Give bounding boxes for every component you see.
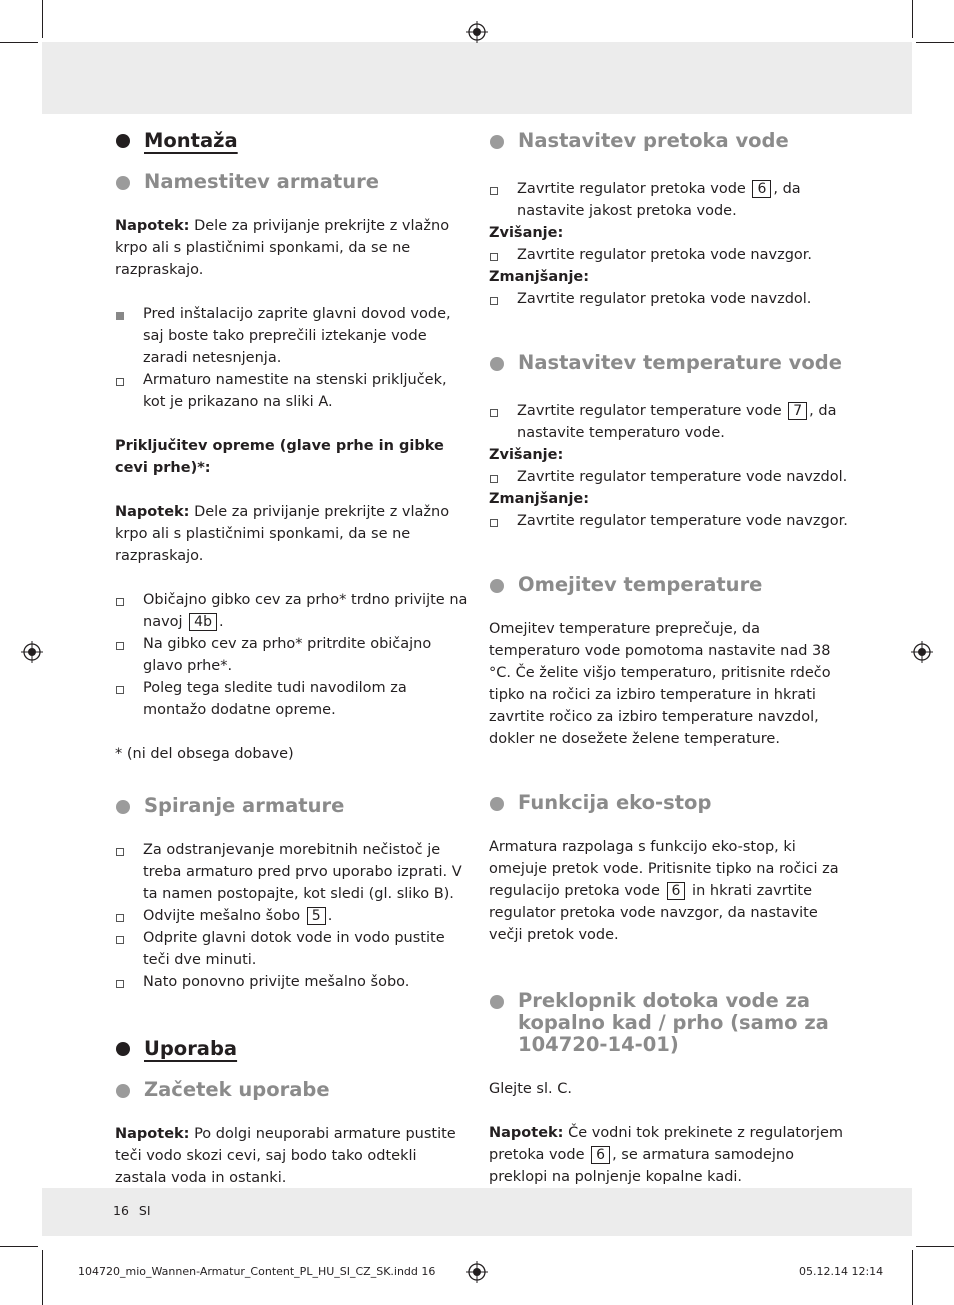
flush-list xyxy=(115,839,470,993)
footnote: * (ni del obsega dobave) xyxy=(115,746,294,762)
part-ref-badge: 7 xyxy=(788,402,807,420)
list-item: Zavrtite regulator temperature vode 7 , da nastavite temperaturo vode. xyxy=(489,400,849,444)
label-zmanjsanje: Zmanjšanje: xyxy=(489,491,590,507)
list-item: Zavrtite regulator pretoka vode navzgor. xyxy=(489,244,849,266)
heading-uporaba: Uporaba xyxy=(115,1037,470,1061)
crop-mark xyxy=(42,0,43,38)
crop-mark xyxy=(916,42,954,43)
bullet-dot-icon xyxy=(116,134,130,148)
square-bullet-icon xyxy=(490,187,498,195)
heading-preklopnik: Preklopnik dotoka vode za kopalno kad / prho (samo za 104720-14-01) xyxy=(489,990,849,1056)
square-bullet-icon xyxy=(490,475,498,483)
bullet-dot-icon xyxy=(490,357,504,371)
bullet-dot-icon xyxy=(116,176,130,190)
list-item: Pred inštalacijo zaprite glavni dovod vode, saj boste tako preprečili iztekanje vode zaradi netesnjenja. xyxy=(115,303,470,369)
eko-paragraph: Armatura razpolaga s funkcijo eko-stop, ki omejuje pretok vode. Pritisnite tipko na ročici za regulacijo pretoka vode 6 in hkrati zavrtite regulator pretoka vode navzgor, da nastavite večji pretok vode. xyxy=(489,839,839,943)
crop-mark xyxy=(0,1246,38,1247)
square-bullet-icon xyxy=(116,980,124,988)
accessory-list xyxy=(115,589,470,721)
registration-mark-icon xyxy=(21,641,43,663)
bullet-dot-icon xyxy=(116,1084,130,1098)
heading-temperatura: Nastavitev temperature vode xyxy=(489,352,849,374)
right-column xyxy=(489,124,849,1188)
crop-mark xyxy=(912,0,913,38)
header-band xyxy=(42,42,912,114)
note-paragraph: Napotek: Po dolgi neuporabi armature pustite teči vodo skozi cevi, saj bodo tako odtekli zastala voda in ostanki. xyxy=(115,1126,456,1186)
list-item: Nato ponovno privijte mešalno šobo. xyxy=(115,971,470,993)
square-bullet-icon xyxy=(116,914,124,922)
heading-omejitev: Omejitev temperature xyxy=(489,574,849,596)
heading-namestitev: Namestitev armature xyxy=(115,171,470,193)
heading-pretok: Nastavitev pretoka vode xyxy=(489,130,849,152)
label-zmanjsanje: Zmanjšanje: xyxy=(489,269,590,285)
registration-mark-icon xyxy=(466,1261,488,1283)
heading-eko-stop: Funkcija eko-stop xyxy=(489,792,849,814)
part-ref-badge: 6 xyxy=(752,180,771,198)
crop-mark xyxy=(0,42,38,43)
footer-band xyxy=(42,1188,912,1236)
flow-down-list xyxy=(489,288,849,310)
install-list xyxy=(115,303,470,413)
flow-up-list xyxy=(489,244,849,266)
heading-montaza: Montaža xyxy=(115,129,470,153)
list-item: Za odstranjevanje morebitnih nečistoč je treba armaturo pred prvo uporabo izprati. V ta namen postopajte, kot sledi (gl. sliko B). xyxy=(115,839,470,905)
glejte-text: Glejte sl. C. xyxy=(489,1081,572,1097)
part-ref-badge: 6 xyxy=(667,882,686,900)
square-bullet-icon xyxy=(116,936,124,944)
bullet-dot-icon xyxy=(116,800,130,814)
crop-mark xyxy=(42,1250,43,1305)
list-item: Zavrtite regulator temperature vode navzgor. xyxy=(489,510,849,532)
square-bullet-icon xyxy=(116,598,124,606)
list-item: Zavrtite regulator pretoka vode navzdol. xyxy=(489,288,849,310)
temp-list xyxy=(489,400,849,444)
omejitev-paragraph: Omejitev temperature preprečuje, da temperaturo vode pomotoma nastavite nad 38 °C. Če želite višjo temperaturo, pritisnite rdečo tipko na ročici za izbiro temperature in hkrati zavrtite ročico za izbiro temperature navzdol, dokler ne dosežete želene temperature. xyxy=(489,621,831,747)
subheading-prikljucitev: Priključitev opreme (glave prhe in gibke cevi prhe)*: xyxy=(115,438,444,476)
list-item: Armaturo namestite na stenski priključek, kot je prikazano na sliki A. xyxy=(115,369,470,413)
label-zvisanje: Zvišanje: xyxy=(489,225,564,241)
bullet-dot-icon xyxy=(490,995,504,1009)
label-zvisanje: Zvišanje: xyxy=(489,447,564,463)
square-bullet-icon xyxy=(116,378,124,386)
heading-zacetek: Začetek uporabe xyxy=(115,1079,470,1101)
crop-mark xyxy=(912,1250,913,1305)
part-ref-badge: 6 xyxy=(591,1146,610,1164)
registration-mark-icon xyxy=(911,641,933,663)
heading-spiranje: Spiranje armature xyxy=(115,795,470,817)
square-bullet-icon xyxy=(490,297,498,305)
bullet-dot-icon xyxy=(490,579,504,593)
square-bullet-icon xyxy=(116,642,124,650)
temp-up-list xyxy=(489,466,849,488)
bullet-dot-icon xyxy=(490,797,504,811)
square-bullet-icon xyxy=(116,312,124,320)
list-item: Običajno gibko cev za prho* trdno privijte na navoj 4b . xyxy=(115,589,470,633)
square-bullet-icon xyxy=(116,848,124,856)
square-bullet-icon xyxy=(490,253,498,261)
crop-mark xyxy=(916,1246,954,1247)
footer-date: 05.12.14 12:14 xyxy=(799,1265,884,1278)
list-item: Na gibko cev za prho* pritrdite običajno glavo prhe*. xyxy=(115,633,470,677)
note-paragraph: Napotek: Dele za privijanje prekrijte z vlažno krpo ali s plastičnimi sponkami, da se ne razpraskajo. xyxy=(115,504,450,564)
square-bullet-icon xyxy=(490,519,498,527)
bullet-dot-icon xyxy=(116,1042,130,1056)
page-number: 16 SI xyxy=(113,1203,151,1218)
list-item: Zavrtite regulator pretoka vode 6 , da nastavite jakost pretoka vode. xyxy=(489,178,849,222)
list-item: Poleg tega sledite tudi navodilom za montažo dodatne opreme. xyxy=(115,677,470,721)
list-item: Odprite glavni dotok vode in vodo pustite teči dve minuti. xyxy=(115,927,470,971)
flow-list xyxy=(489,178,849,222)
square-bullet-icon xyxy=(116,686,124,694)
square-bullet-icon xyxy=(490,409,498,417)
note-paragraph: Napotek: Če vodni tok prekinete z regulatorjem pretoka vode 6 , se armatura samodejno preklopi na polnjenje kopalne kadi. xyxy=(489,1125,843,1185)
list-item: Zavrtite regulator temperature vode navzdol. xyxy=(489,466,849,488)
list-item: Odvijte mešalno šobo 5 . xyxy=(115,905,470,927)
left-column xyxy=(115,124,470,1189)
registration-mark-icon xyxy=(466,21,488,43)
part-ref-badge: 5 xyxy=(307,907,326,925)
temp-down-list xyxy=(489,510,849,532)
bullet-dot-icon xyxy=(490,135,504,149)
footer-filename: 104720_mio_Wannen-Armatur_Content_PL_HU_SI_CZ_SK.indd 16 xyxy=(78,1265,436,1278)
note-paragraph: Napotek: Dele za privijanje prekrijte z vlažno krpo ali s plastičnimi sponkami, da se ne razpraskajo. xyxy=(115,218,450,278)
part-ref-badge: 4b xyxy=(189,613,217,631)
